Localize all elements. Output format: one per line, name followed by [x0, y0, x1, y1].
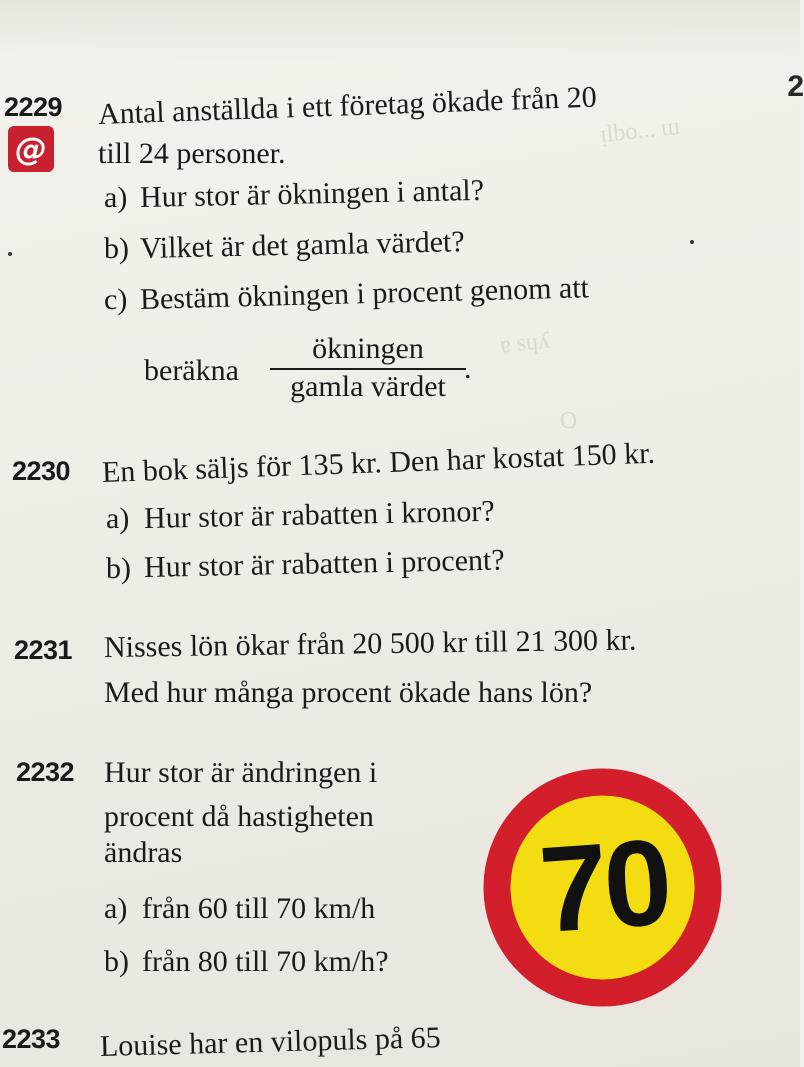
item-label: a) [104, 181, 128, 214]
speed-value: 70 [535, 813, 673, 959]
item-label: a) [106, 502, 130, 535]
item-label: a) [104, 892, 128, 925]
problem-number: 2229 [4, 92, 63, 122]
problem-number: 2232 [16, 757, 75, 787]
bleed-through-text: ɐ sɥʎ [498, 327, 552, 359]
problem-number: 2233 [2, 1024, 61, 1054]
item-text: Hur stor är rabatten i kronor? [143, 494, 495, 535]
item-label: b) [106, 552, 131, 585]
item-label: b) [104, 232, 129, 265]
problem-text: ändras [104, 836, 183, 869]
formula-period: . [464, 352, 472, 385]
page-top-shadow [0, 0, 800, 60]
formula-prefix: beräkna [144, 354, 239, 387]
item-label: c) [104, 283, 128, 316]
problem-text: Hur stor är ändringen i [104, 756, 378, 789]
item-text: från 80 till 70 km/h? [142, 945, 389, 978]
problem-number: 2231 [14, 635, 73, 665]
item-label: b) [104, 945, 129, 978]
bleed-through-text: O [558, 407, 579, 435]
speck [8, 252, 12, 256]
problem-text: En bok säljs för 135 kr. Den har kostat 150 kr. [101, 436, 656, 489]
digital-exercise-icon [8, 126, 54, 172]
item-text: Hur stor är rabatten i procent? [143, 543, 505, 584]
item-text: Hur stor är ökningen i antal? [139, 173, 485, 214]
problem-text: Nisses lön ökar från 20 500 kr till 21 300 kr. [103, 623, 637, 664]
problem-number: 2230 [12, 456, 71, 486]
problem-text: Antal anställda i ett företag ökade från 20 [97, 80, 598, 131]
problem-text: procent då hastigheten [104, 800, 374, 833]
fraction [270, 332, 466, 404]
fraction-numerator: ökningen [312, 332, 424, 365]
speed-limit-sign [480, 765, 725, 1010]
item-text: Vilket är det gamla värdet? [139, 225, 465, 265]
item-text: Bestäm ökningen i procent genom att [139, 271, 590, 316]
problem-text: till 24 personer. [98, 137, 286, 170]
page-number: 2 [787, 70, 804, 103]
item-text: från 60 till 70 km/h [142, 892, 376, 925]
at-icon: @ [15, 130, 47, 168]
problem-text: Med hur många procent ökade hans lön? [104, 676, 593, 709]
problem-text: Louise har en vilopuls på 65 [99, 1021, 442, 1063]
fraction-denominator: gamla värdet [290, 370, 446, 403]
bleed-through-text: ᴉlbo... ɯ [598, 113, 682, 149]
speck [690, 240, 694, 244]
